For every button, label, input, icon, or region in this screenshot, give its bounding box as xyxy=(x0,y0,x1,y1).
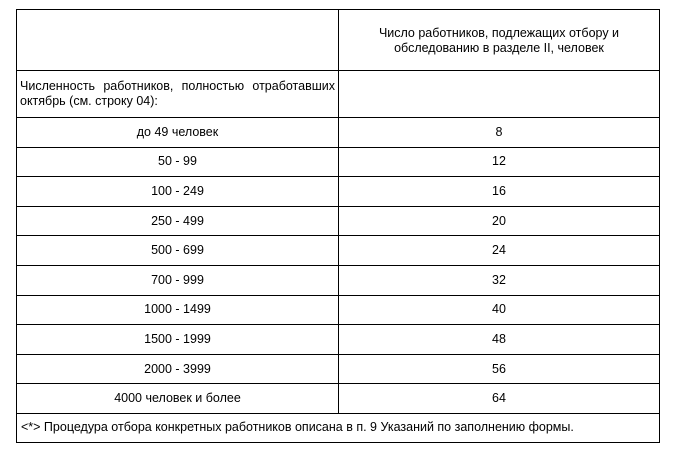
table-row xyxy=(17,384,660,414)
count-cell: 24 xyxy=(339,236,660,266)
table-row xyxy=(17,147,660,177)
count-cell: 56 xyxy=(339,354,660,384)
table-row xyxy=(17,325,660,355)
range-cell: 1000 - 1499 xyxy=(17,295,339,325)
header-row xyxy=(17,10,660,71)
table-row xyxy=(17,236,660,266)
table-row xyxy=(17,354,660,384)
range-cell: 700 - 999 xyxy=(17,265,339,295)
subheader-label: Численность работников, полностью отработавших октябрь (см. строку 04): xyxy=(17,71,339,118)
range-cell: 1500 - 1999 xyxy=(17,325,339,355)
table-row xyxy=(17,206,660,236)
selection-table xyxy=(16,9,660,443)
table-row xyxy=(17,118,660,148)
count-cell: 40 xyxy=(339,295,660,325)
table-row xyxy=(17,265,660,295)
header-blank-cell xyxy=(17,10,339,71)
subheader-value xyxy=(339,71,660,118)
header-column-title: Число работников, подлежащих отбору и обследованию в разделе II, человек xyxy=(339,10,660,71)
table-row xyxy=(17,177,660,207)
footnote: <*> Процедура отбора конкретных работников описана в п. 9 Указаний по заполнению формы. xyxy=(17,413,660,442)
count-cell: 8 xyxy=(339,118,660,148)
count-cell: 16 xyxy=(339,177,660,207)
table-row xyxy=(17,295,660,325)
subheader-row xyxy=(17,71,660,118)
count-cell: 48 xyxy=(339,325,660,355)
count-cell: 64 xyxy=(339,384,660,414)
range-cell: 100 - 249 xyxy=(17,177,339,207)
range-cell: до 49 человек xyxy=(17,118,339,148)
range-cell: 50 - 99 xyxy=(17,147,339,177)
range-cell: 2000 - 3999 xyxy=(17,354,339,384)
footnote-row xyxy=(17,413,660,442)
count-cell: 20 xyxy=(339,206,660,236)
count-cell: 12 xyxy=(339,147,660,177)
range-cell: 250 - 499 xyxy=(17,206,339,236)
range-cell: 4000 человек и более xyxy=(17,384,339,414)
count-cell: 32 xyxy=(339,265,660,295)
range-cell: 500 - 699 xyxy=(17,236,339,266)
